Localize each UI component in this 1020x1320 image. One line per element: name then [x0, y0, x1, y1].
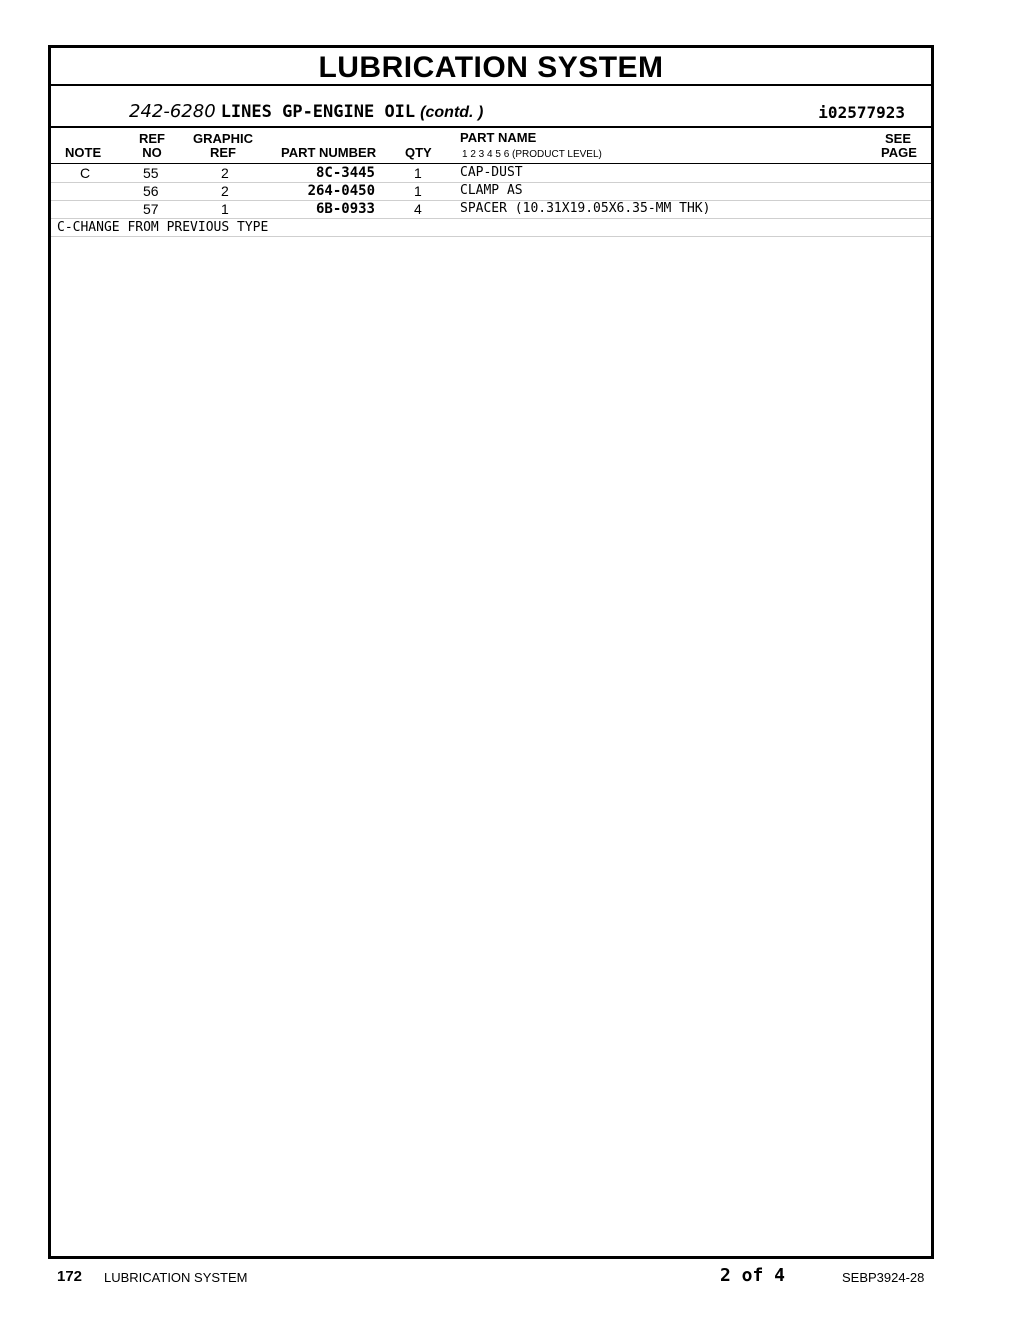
- table-row: [51, 200, 931, 219]
- table-row: [51, 182, 931, 201]
- row-part-name: SPACER (10.31X19.05X6.35-MM THK): [460, 201, 711, 216]
- table-row: [51, 164, 931, 183]
- header-part-name: PART NAME: [460, 130, 537, 145]
- header-graphic-ref-2: REF: [210, 145, 236, 160]
- footer-page-number: 172: [57, 1268, 83, 1285]
- page-footer: [0, 1264, 1020, 1288]
- group-name: LINES GP-ENGINE OIL: [220, 102, 416, 122]
- footnote-row: [51, 218, 931, 237]
- row-ref-no: 55: [143, 165, 159, 181]
- row-part-number: 264-0450: [307, 183, 375, 199]
- row-qty: 1: [414, 183, 422, 199]
- header-graphic-ref-1: GRAPHIC: [193, 131, 253, 146]
- title-divider: [51, 84, 931, 86]
- row-note: C: [80, 165, 91, 181]
- footer-section: LUBRICATION SYSTEM: [104, 1270, 248, 1285]
- row-part-number: 6B-0933: [315, 201, 375, 217]
- row-ref-no: 57: [143, 201, 159, 217]
- header-ref-no-1: REF: [139, 131, 165, 146]
- group-number: 242-6280: [129, 101, 216, 122]
- row-qty: 1: [414, 165, 422, 181]
- row-ref-no: 56: [143, 183, 159, 199]
- table-header: [51, 130, 931, 162]
- header-see-page-1: SEE: [884, 131, 911, 146]
- group-contd: (contd. ): [420, 104, 484, 121]
- row-part-number: 8C-3445: [315, 165, 375, 181]
- footer-doc-code: SEBP3924-28: [842, 1270, 925, 1285]
- row-part-name: CAP-DUST: [460, 165, 523, 180]
- row-graphic-ref: 2: [221, 165, 229, 181]
- header-note: NOTE: [65, 145, 102, 160]
- row-graphic-ref: 2: [221, 183, 229, 199]
- header-part-number: PART NUMBER: [281, 145, 377, 160]
- row-part-name: CLAMP AS: [460, 183, 523, 198]
- subhead-divider: [51, 126, 931, 128]
- illustration-id: i02577923: [818, 103, 905, 122]
- header-see-page-2: PAGE: [881, 145, 917, 160]
- footer-sheet: 2 of 4: [720, 1265, 786, 1286]
- header-ref-no-2: NO: [142, 145, 162, 160]
- page-title: LUBRICATION SYSTEM: [318, 51, 664, 84]
- parts-page-frame: [48, 45, 934, 1259]
- group-heading: [51, 101, 931, 123]
- header-product-levels: 1 2 3 4 5 6 (PRODUCT LEVEL): [462, 149, 602, 160]
- row-graphic-ref: 1: [221, 201, 229, 217]
- footnote-text: C-CHANGE FROM PREVIOUS TYPE: [57, 220, 269, 235]
- header-qty: QTY: [405, 145, 432, 160]
- row-qty: 4: [414, 201, 422, 217]
